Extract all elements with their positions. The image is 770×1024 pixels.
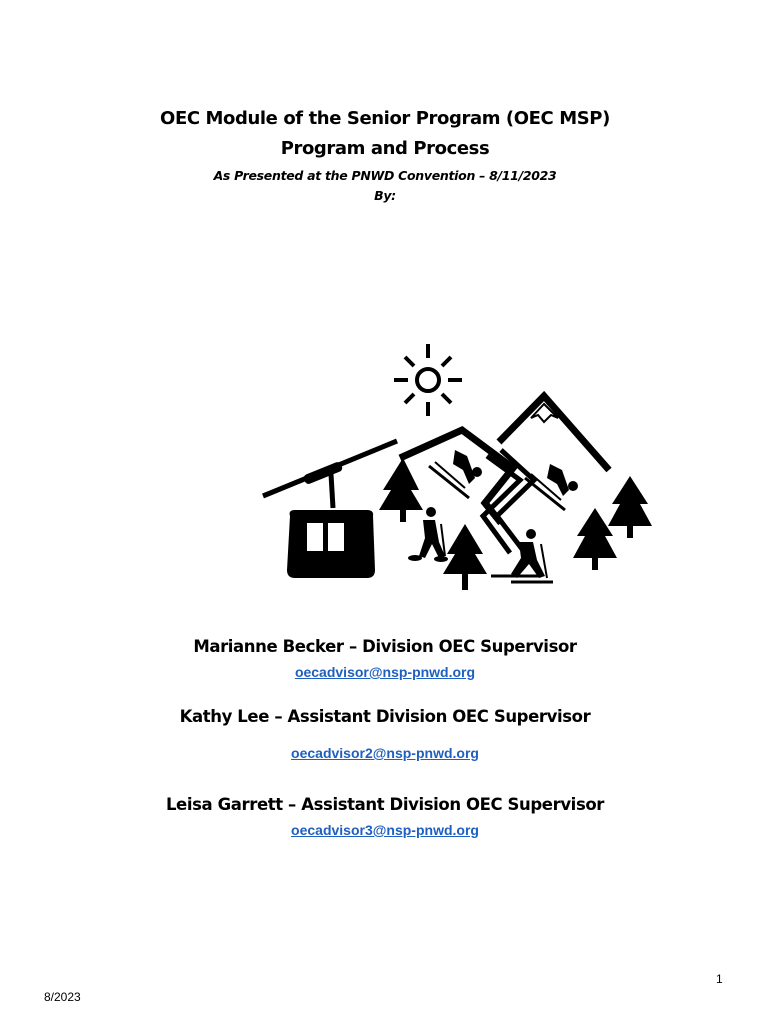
- contact-email-row-2: [0, 743, 770, 762]
- document-title-line-1: OEC Module of the Senior Program (OEC MSP): [160, 108, 610, 129]
- contact-email-row-1: [0, 662, 770, 681]
- footer-date: 8/2023: [44, 990, 81, 1004]
- contact-email-link-3[interactable]: oecadvisor3@nsp-pnwd.org: [291, 822, 479, 838]
- by-label: By:: [374, 188, 396, 203]
- mountain-ski-scene-icon: [255, 338, 665, 593]
- contact-name-2: Kathy Lee – Assistant Division OEC Supervisor: [179, 707, 591, 726]
- page-number: 1: [716, 972, 723, 986]
- gondola-icon: [263, 441, 397, 578]
- sun-icon: [394, 344, 462, 416]
- contact-email-link-2[interactable]: oecadvisor2@nsp-pnwd.org: [291, 745, 479, 761]
- document-subtitle: As Presented at the PNWD Convention – 8/11/2023: [213, 168, 557, 183]
- document-title-line-2: Program and Process: [280, 138, 490, 159]
- mountain-icon: [400, 396, 609, 523]
- snowshoer-icon: [408, 507, 448, 562]
- contact-name-1: Marianne Becker – Division OEC Supervisor: [193, 637, 577, 656]
- contact-email-link-1[interactable]: oecadvisor@nsp-pnwd.org: [294, 664, 476, 680]
- contact-email-row-3: [0, 820, 770, 839]
- contact-name-3: Leisa Garrett – Assistant Division OEC Supervisor: [165, 795, 605, 814]
